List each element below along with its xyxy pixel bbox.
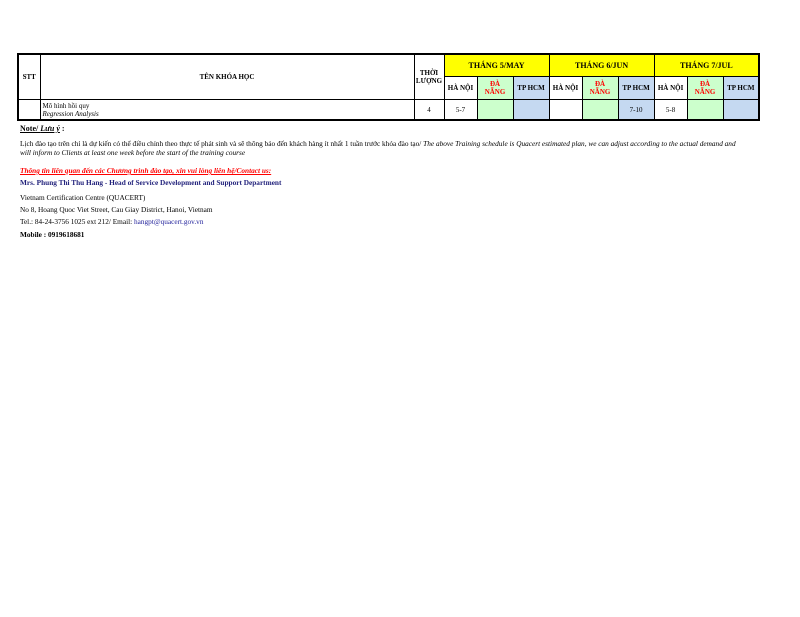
contact-header: Thông tin liên quan đến các Chương trình đào tạo, xin vui lòng liên hệ/Contact us: (20, 166, 272, 175)
jun-danang-cell (582, 100, 618, 121)
table-row (18, 100, 759, 121)
contact-person: Mrs. Phung Thi Thu Hang - Head of Service Development and Support Department (20, 178, 282, 187)
phone-text: Tel.: 84-24-3756 1025 ext 212/ Email: (20, 217, 134, 226)
month-may-header: THÁNG 5/MAY (444, 54, 549, 77)
danang-line2: NẴNG (484, 88, 506, 96)
jun-hcm-cell: 7-10 (618, 100, 654, 121)
may-hcm-header: TP HCM (513, 77, 549, 100)
duration-cell: 4 (414, 100, 444, 121)
may-danang-header (477, 77, 513, 100)
jul-hanoi-cell: 5-8 (654, 100, 687, 121)
note-title: Note/ Lưu ý : (20, 124, 65, 133)
course-name-cell (40, 100, 414, 121)
note-text (20, 139, 740, 157)
contact-phone (20, 217, 203, 226)
note-text-en: The above Training schedule is Quacert estimated plan, we can adjust according to the actual demand and will inform to Clients at least one week before the start of the training course (20, 139, 736, 157)
note-title-en: Note (20, 124, 36, 133)
jul-danang-header (687, 77, 723, 100)
jun-hcm-header: TP HCM (618, 77, 654, 100)
email-link[interactable]: hangpt@quacert.gov.vn (134, 217, 204, 226)
contact-mobile: Mobile : 0919618681 (20, 230, 85, 239)
jul-danang-cell (687, 100, 723, 121)
course-name-header: TÊN KHÓA HỌC (40, 54, 414, 100)
jun-hanoi-cell (549, 100, 582, 121)
organization-name: Vietnam Certification Centre (QUACERT) (20, 193, 146, 202)
organization-address: No 8, Hoang Quoc Viet Street, Cau Giay District, Hanoi, Vietnam (20, 205, 213, 214)
jun-hanoi-header: HÀ NỘI (549, 77, 582, 100)
stt-header: STT (18, 54, 40, 100)
duration-header-line2: LƯỢNG (415, 77, 443, 85)
training-schedule-table (17, 53, 760, 121)
note-title-vi: Lưu ý (40, 124, 60, 133)
may-hcm-cell (513, 100, 549, 121)
danang-line1: ĐÀ (594, 80, 606, 88)
jul-hcm-cell (723, 100, 759, 121)
course-name-vi: Mô hình hồi quy (42, 101, 90, 110)
course-name-en: Regression Analysis (42, 109, 99, 118)
month-jul-header: THÁNG 7/JUL (654, 54, 759, 77)
jun-danang-header (582, 77, 618, 100)
duration-header-line1: THỜI (419, 69, 439, 77)
month-jun-header: THÁNG 6/JUN (549, 54, 654, 77)
danang-line1: ĐÀ (700, 80, 711, 88)
danang-line2: NẴNG (694, 88, 716, 96)
may-danang-cell (477, 100, 513, 121)
may-hanoi-cell: 5-7 (444, 100, 477, 121)
jul-hcm-header: TP HCM (723, 77, 759, 100)
duration-header (414, 54, 444, 100)
may-hanoi-header: HÀ NỘI (444, 77, 477, 100)
danang-line2: NẴNG (589, 88, 611, 96)
jul-hanoi-header: HÀ NỘI (654, 77, 687, 100)
stt-cell (18, 100, 40, 121)
note-text-vi: Lịch đào tạo trên chỉ là dự kiến có thể điều chỉnh theo thực tế phát sinh và sẽ thông báo đến khách hàng ít nhất 1 tuần trước khóa đào tạo/ (20, 139, 422, 148)
danang-line1: ĐÀ (489, 80, 501, 88)
